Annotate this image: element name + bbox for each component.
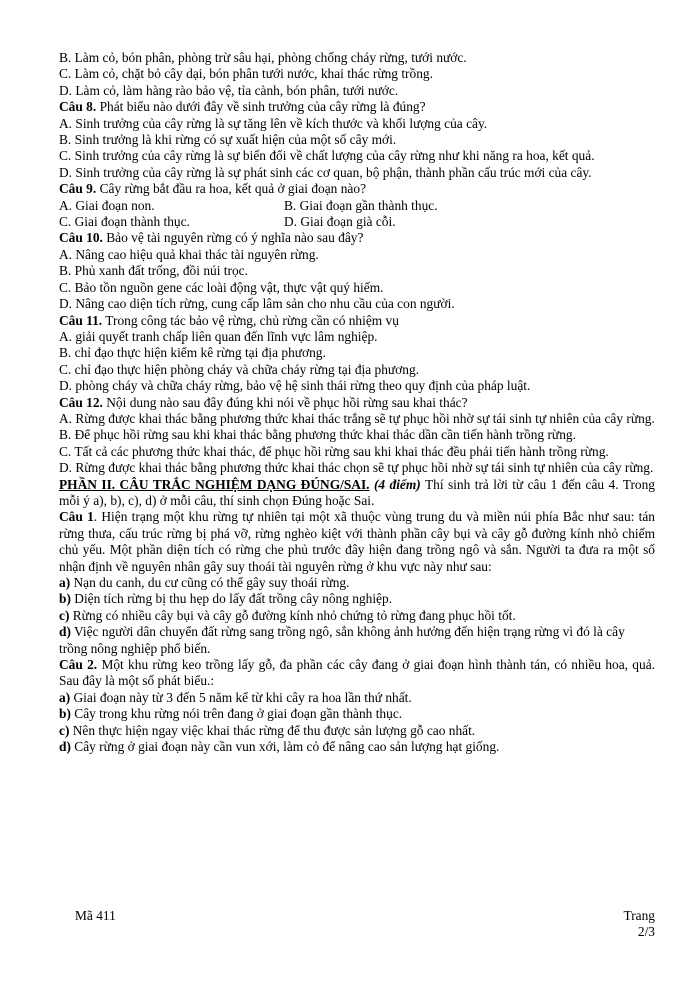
answer-option: C. Làm cỏ, chặt bỏ cây dại, bón phân tưới nước, khai thác rừng trồng.	[59, 66, 433, 82]
statement-text: Diện tích rừng bị thu hẹp do lấy đất trồng cây nông nghiệp.	[70, 591, 393, 607]
statement-text: Việc người dân chuyển đất rừng sang trồng ngô, sắn không ảnh hưởng đến hiện trạng rừng vì đó là cây trồng nông nghiệp phổ biến.	[59, 624, 625, 656]
statement	[59, 723, 655, 739]
statement-label: a)	[59, 575, 71, 590]
statement-label: c)	[59, 722, 70, 738]
page-word: Trang	[623, 908, 655, 923]
statement	[59, 591, 655, 607]
answer-option: C. Bảo tồn nguồn gene các loài động vật, thực vật quý hiếm.	[59, 279, 384, 295]
question-label: Câu 12.	[59, 394, 103, 410]
statement-label: b)	[59, 591, 71, 607]
question-label: Câu 8.	[59, 99, 97, 115]
answer-option: A. Sinh trưởng của cây rừng là sự tăng lên về kích thước và khối lượng của cây.	[59, 115, 488, 131]
question-label: Câu 11.	[59, 312, 103, 328]
statement	[59, 706, 655, 722]
question-10	[59, 230, 655, 246]
question-9	[59, 181, 655, 197]
answer-option: D. Sinh trưởng của cây rừng là sự phát sinh các cơ quan, bộ phận, thành phần cấu trúc mới của cây.	[59, 164, 592, 180]
answer-option: A. Nâng cao hiệu quả khai thác tài nguyên rừng.	[59, 246, 319, 262]
answer-option: B. Giai đoạn gần thành thục.	[284, 197, 438, 213]
statement-text: Cây trong khu rừng nói trên đang ở giai đoạn gần thành thục.	[70, 706, 403, 722]
question-label: Câu 1	[59, 509, 94, 525]
answer-option: A. giải quyết tranh chấp liên quan đến lĩnh vực lâm nghiệp.	[59, 328, 378, 344]
exam-code: Mã 411	[75, 908, 116, 923]
answer-option: D. phòng cháy và chữa cháy rừng, bảo vệ hệ sinh thái rừng theo quy định của pháp luật.	[59, 378, 531, 394]
document-body	[59, 50, 655, 755]
statement-label: c)	[59, 607, 70, 623]
page-number	[623, 908, 655, 941]
answer-option: D. Giai đoạn già cỗi.	[284, 214, 396, 230]
part-2-question-1	[59, 509, 655, 575]
answer-option: C. Sinh trưởng của cây rừng là sự biến đổi về chất lượng của cây rừng như khi năng ra hoa, kết quả.	[59, 148, 595, 164]
question-label: Câu 10.	[59, 230, 103, 246]
statement	[59, 690, 655, 706]
answer-option: B. Làm cỏ, bón phân, phòng trừ sâu hại, phòng chống cháy rừng, tưới nước.	[59, 50, 467, 65]
answer-option: B. chỉ đạo thực hiện kiểm kê rừng tại địa phương.	[59, 345, 326, 361]
answer-row	[59, 198, 655, 214]
answer-option: D. Nâng cao diện tích rừng, cung cấp lâm sản cho nhu cầu của con người.	[59, 296, 455, 312]
statement-label: b)	[59, 706, 71, 722]
statement	[59, 624, 655, 657]
answer-row	[59, 214, 655, 230]
statement-text: Nạn du canh, du cư cũng có thể gây suy thoái rừng.	[70, 575, 350, 590]
statement-text: Rừng có nhiều cây bụi và cây gỗ đường kính nhỏ chứng tỏ rừng đang phục hồi tốt.	[69, 607, 516, 623]
question-text: Một khu rừng keo trồng lấy gỗ, đa phần các cây đang ở giai đoạn hình thành tán, có nhiều hoa, quả. Sau đây là một số phát biểu.:	[59, 657, 655, 689]
question-8	[59, 99, 655, 115]
part-2-text: Thí sinh trả lời từ câu 1 đến câu 4. Trong mỗi ý a), b), c), d) ở mỗi câu, thí sinh chọn Đúng hoặc Sai.	[59, 476, 655, 508]
statement	[59, 608, 655, 624]
answer-option: B. Phủ xanh đất trống, đồi núi trọc.	[59, 263, 248, 279]
answer-option: D. Rừng được khai thác bằng phương thức khai thác chọn sẽ tự phục hồi nhờ sự tái sinh tự nhiên của cây rừng.	[59, 460, 654, 476]
question-text: . Hiện trạng một khu rừng tự nhiên tại một xã thuộc vùng trung du và miền núi phía Bắc như sau: tán rừng thưa, cấu trúc rừng bị phá vỡ, rừng nghèo kiệt với thành phần cây bụi và cây gỗ đường kính nhỏ chiếm chủ yếu. Một phần diện tích có rừng che phủ trước đây hiện đang trồng ngô và sắn. Người ta đưa ra một số nhận định về nguyên nhân gây suy thoái tài nguyên rừng ở khu vực này như sau:	[59, 509, 655, 574]
question-text: Phát biểu nào dưới đây về sinh trưởng của cây rừng là đúng?	[96, 99, 426, 115]
statement-label: a)	[59, 689, 71, 705]
statement-label: d)	[59, 739, 71, 755]
answer-option: B. Để phục hồi rừng sau khi khai thác bằng phương thức khai thác dần cần tiến hành trồng rừng.	[59, 427, 576, 443]
answer-option: C. Giai đoạn thành thục.	[59, 214, 190, 230]
question-text: Nội dung nào sau đây đúng khi nói về phục hồi rừng sau khai thác?	[102, 394, 468, 410]
statement	[59, 739, 655, 755]
question-11	[59, 313, 655, 329]
part-2-heading: PHẦN II. CÂU TRẮC NGHIỆM DẠNG ĐÚNG/SAI.	[59, 476, 370, 492]
answer-option: C. Tất cả các phương thức khai thác, để phục hồi rừng sau khi khai thác đều phải tiến hành trồng rừng.	[59, 443, 609, 459]
question-12	[59, 395, 655, 411]
answer-option: A. Rừng được khai thác bằng phương thức khai thác trắng sẽ tự phục hồi nhờ sự tái sinh tự nhiên của cây rừng.	[59, 410, 655, 426]
part-2-instructions	[59, 477, 655, 510]
answer-option: A. Giai đoạn non.	[59, 197, 155, 213]
question-text: Bảo vệ tài nguyên rừng có ý nghĩa nào sau đây?	[102, 230, 364, 246]
part-2-question-2	[59, 657, 655, 690]
statement-text: Nên thực hiện ngay việc khai thác rừng để thu được sản lượng gỗ cao nhất.	[69, 722, 476, 738]
answer-option: B. Sinh trưởng là khi rừng có sự xuất hiện của một số cây mới.	[59, 132, 397, 148]
statement	[59, 575, 655, 591]
statement-label: d)	[59, 624, 71, 640]
statement-text: Cây rừng ở giai đoạn này cần vun xới, làm cỏ để nâng cao sản lượng hạt giống.	[70, 739, 500, 755]
answer-option: C. chỉ đạo thực hiện phòng cháy và chữa cháy rừng tại địa phương.	[59, 361, 419, 377]
question-label: Câu 2.	[59, 657, 98, 673]
question-text: Cây rừng bắt đầu ra hoa, kết quả ở giai đoạn nào?	[96, 181, 367, 197]
question-label: Câu 9.	[59, 181, 97, 197]
answer-option: D. Làm cỏ, làm hàng rào bảo vệ, tỉa cành, bón phân, tưới nước.	[59, 82, 399, 98]
question-text: Trong công tác bảo vệ rừng, chủ rừng cần có nhiệm vụ	[102, 312, 399, 328]
page-num: 2/3	[637, 924, 655, 940]
statement-text: Giai đoạn này từ 3 đến 5 năm kể từ khi cây ra hoa lần thứ nhất.	[70, 689, 412, 705]
part-2-points: (4 điểm)	[369, 476, 421, 492]
